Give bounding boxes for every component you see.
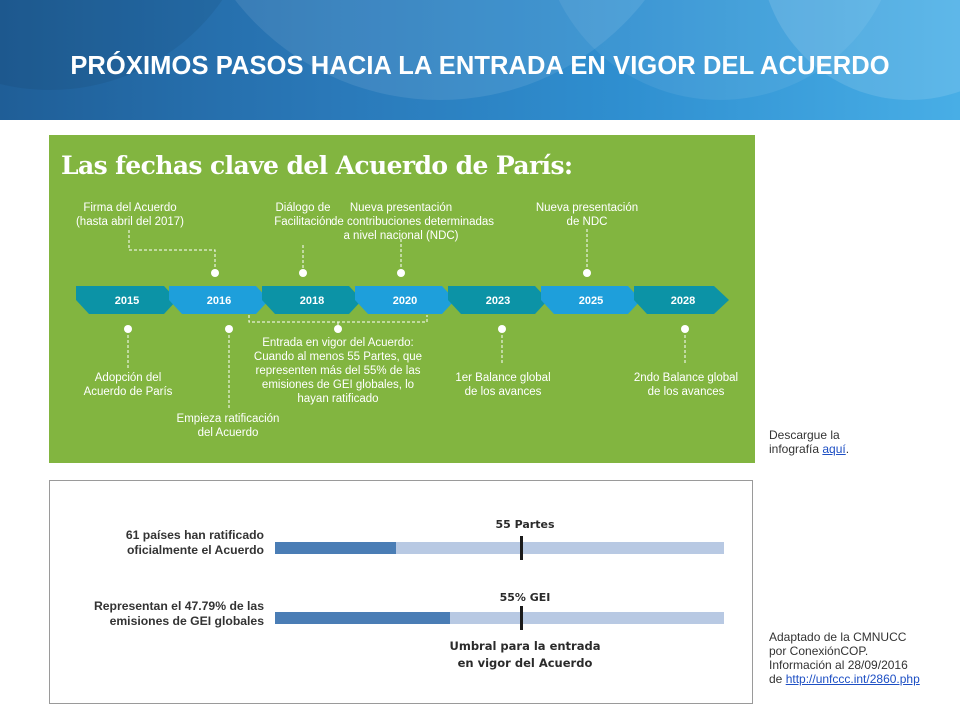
- countries-progress-bar: [275, 542, 724, 554]
- source-note-text: Adaptado de la CMNUCC por ConexiónCOP. Información al 28/09/2016 de: [769, 630, 908, 686]
- year-2016: 2016: [206, 295, 232, 307]
- label-entry-text: Entrada en vigor del Acuerdo: Cuando al menos 55 Partes, que representen más del 55% de las emisiones de GEI globales, lo hayan ratificado: [253, 337, 423, 405]
- dot-entry: [334, 325, 342, 333]
- label-stocktake2: [621, 371, 751, 399]
- label-signature-text: Firma del Acuerdo (hasta abril del 2017): [75, 202, 185, 228]
- ratification-progress-panel: [49, 480, 753, 704]
- connector-entry: [249, 315, 427, 322]
- download-link[interactable]: aquí: [822, 442, 846, 456]
- threshold-caption: Umbral para la entrada en vigor del Acuerdo: [449, 639, 601, 670]
- label-adoption: [68, 371, 188, 399]
- ghg-threshold-marker: [520, 606, 523, 630]
- label-entry: [248, 336, 428, 406]
- connector-signature: [129, 230, 215, 271]
- label-stocktake2-text: 2ndo Balance global de los avances: [633, 372, 739, 398]
- label-ndc-new-text: Nueva presentación de contribuciones determinadas a nivel nacional (NDC): [331, 202, 495, 242]
- paris-agreement-infographic: [49, 135, 755, 463]
- download-note-text: Descargue la infografía: [769, 428, 840, 456]
- dot-adoption: [124, 325, 132, 333]
- label-adoption-text: Adopción del Acuerdo de París: [83, 372, 173, 398]
- emissions-progress-fill: [275, 612, 450, 624]
- countries-progress-fill: [275, 542, 396, 554]
- dot-stocktake1: [498, 325, 506, 333]
- page-title: PRÓXIMOS PASOS HACIA LA ENTRADA EN VIGOR DEL ACUERDO: [70, 52, 890, 80]
- year-2015: 2015: [114, 295, 140, 307]
- dot-stocktake2: [681, 325, 689, 333]
- label-signature: [69, 201, 191, 229]
- year-2018: 2018: [299, 295, 325, 307]
- source-link[interactable]: http://unfccc.int/2860.php: [785, 672, 920, 686]
- label-stocktake1-text: 1er Balance global de los avances: [455, 372, 551, 398]
- year-2028: 2028: [670, 295, 696, 307]
- download-note-end: .: [845, 442, 850, 456]
- emissions-label: Representan el 47.79% de las emisiones de GEI globales: [93, 599, 264, 628]
- label-ndc-new: [331, 201, 495, 243]
- dot-dialogue: [299, 269, 307, 277]
- dot-signature: [211, 269, 219, 277]
- year-2023: 2023: [485, 295, 511, 307]
- label-dialogue-text: Diálogo de Facilitación: [274, 202, 332, 228]
- label-ndc-next: [523, 201, 651, 229]
- parties-threshold-label: 55 Partes: [495, 518, 555, 531]
- timeline-graphic: [49, 135, 755, 463]
- year-2025: 2025: [578, 295, 604, 307]
- label-ratification: [160, 412, 296, 440]
- ghg-threshold-label: 55% GEI: [499, 591, 551, 604]
- label-ratification-text: Empieza ratificación del Acuerdo: [176, 413, 280, 439]
- download-note: [769, 428, 849, 456]
- label-stocktake1: [441, 371, 565, 399]
- parties-threshold-marker: [520, 536, 523, 560]
- infographic-title: Las fechas clave del Acuerdo de París:: [61, 151, 573, 180]
- year-2020: 2020: [392, 295, 418, 307]
- dot-ratification: [225, 325, 233, 333]
- label-ndc-next-text: Nueva presentación de NDC: [535, 202, 639, 228]
- dot-ndc-next: [583, 269, 591, 277]
- source-note: [769, 630, 920, 686]
- dot-ndc-new: [397, 269, 405, 277]
- slide-header: [0, 0, 960, 120]
- countries-ratified-label: 61 países han ratificado oficialmente el Acuerdo: [125, 528, 264, 557]
- emissions-progress-bar: [275, 612, 724, 624]
